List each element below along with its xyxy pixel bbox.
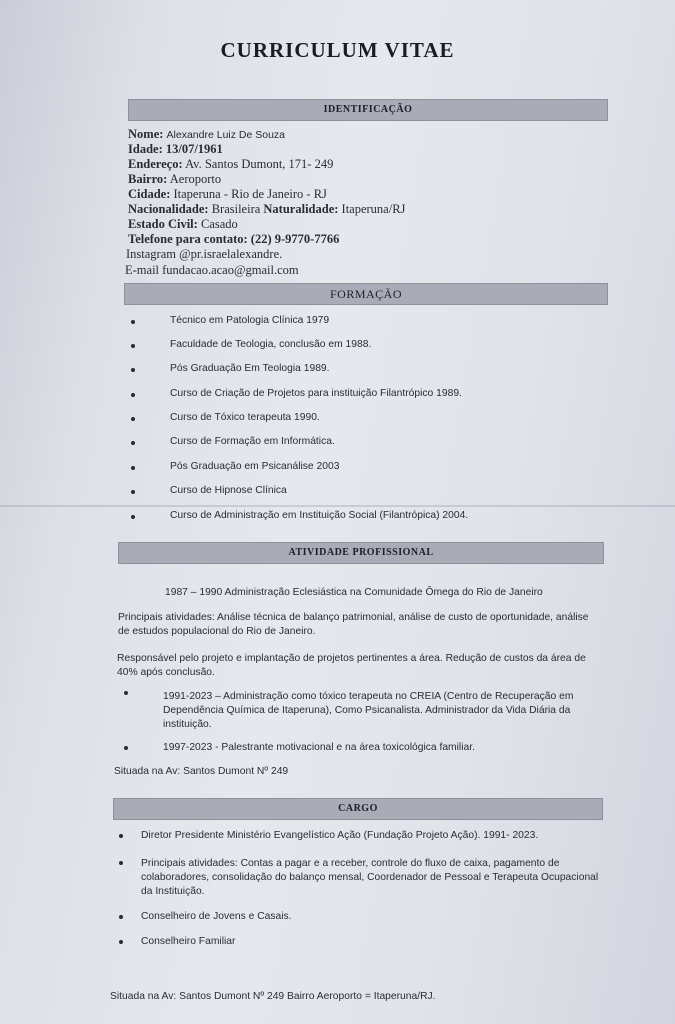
field-bairro-label: Bairro: [128,172,168,186]
formacao-item: Técnico em Patologia Clínica 1979 [170,315,330,326]
cargo-item-line: da Instituição. [141,886,205,897]
field-idade-label: Idade: [128,142,163,156]
field-nome-label: Nome: [128,127,164,141]
section-header-cargo: CARGO [113,798,603,820]
field-estado-civil-label: Estado Civil: [128,217,198,231]
field-endereco-value: Av. Santos Dumont, 171- 249 [185,157,334,171]
field-nome-value: Alexandre Luiz De Souza [166,129,286,141]
field-nome [128,127,285,142]
bullet-dot [131,344,135,348]
cargo-item-line: Principais atividades: Contas a pagar e a receber, controle do fluxo de caixa, pagamento de [141,858,560,869]
cargo-item: Diretor Presidente Ministério Evangelístico Ação (Fundação Projeto Ação). 1991- 2023. [141,830,539,841]
field-telefone-label: Telefone para contato: [128,232,248,246]
bullet-dot [131,466,135,470]
cargo-item-principais [141,857,651,899]
field-cidade [128,187,327,202]
document-title: CURRICULUM VITAE [220,38,455,62]
field-naturalidade-label: Naturalidade: [263,202,339,216]
formacao-item: Faculdade de Teologia, conclusão em 1988. [170,339,372,350]
paper-fold [0,505,675,507]
field-cidade-label: Cidade: [128,187,171,201]
atividade-principais [118,611,648,639]
cargo-item: Conselheiro Familiar [141,936,236,947]
bullet-dot [119,940,123,944]
field-cidade-value: Itaperuna - Rio de Janeiro - RJ [173,187,327,201]
atividade-responsavel-line: Responsável pelo projeto e implantação de projetos pertinentes a área. Redução de custos da área de [117,653,586,664]
bullet-dot [131,441,135,445]
bullet-dot [131,490,135,494]
field-nacionalidade [128,202,405,217]
atividade-situada: Situada na Av: Santos Dumont Nº 249 [114,766,289,777]
atividade-principais-line: Principais atividades: Análise técnica de balanço patrimonial, análise de custo de oportunidade, análise [118,612,589,623]
field-telefone [128,232,339,247]
atividade-principais-line: de estudos populacional do Rio de Janeiro. [118,626,316,637]
field-bairro-value: Aeroporto [169,172,222,186]
formacao-item: Curso de Formação em Informática. [170,436,335,447]
bullet-dot [131,368,135,372]
bullet-dot [124,746,128,750]
bullet-dot [119,915,123,919]
field-telefone-value: (22) 9-9770-7766 [250,232,340,246]
bullet-dot [124,691,128,695]
bullet-dot [131,417,135,421]
bullet-dot [119,834,123,838]
section-header-formacao: FORMAÇÃO [124,283,608,305]
field-email: E-mail fundacao.acao@gmail.com [125,263,299,277]
atividade-bullet-line: 1991-2023 – Administração como tóxico terapeuta no CREIA (Centro de Recuperação em [163,691,574,702]
atividade-bullet-line: instituição. [163,719,212,730]
field-idade-value: 13/07/1961 [165,142,223,156]
field-bairro [128,172,221,187]
formacao-item: Pós Graduação em Psicanálise 2003 [170,461,340,472]
formacao-item: Curso de Administração em Instituição Social (Filantrópica) 2004. [170,510,469,521]
cargo-item: Conselheiro de Jovens e Casais. [141,911,292,922]
atividade-bullet-line: Dependência Química de Itaperuna), Como Psicanalista. Administrador da Vida Diária da [163,705,571,716]
cargo-item-line: colaboradores, consolidação do balanço mensal, Coordenador de Pessoal e Terapeuta Ocupacional [141,872,599,883]
atividade-period: 1987 – 1990 Administração Eclesiástica na Comunidade Ômega do Rio de Janeiro [165,587,543,598]
footer-address: Situada na Av: Santos Dumont Nº 249 Bairro Aeroporto = Itaperuna/RJ. [110,991,436,1002]
atividade-responsavel [117,652,647,680]
bullet-dot [131,515,135,519]
field-estado-civil [128,217,238,232]
formacao-item: Pós Graduação Em Teologia 1989. [170,363,330,374]
field-nacionalidade-value: Brasileira [211,202,261,216]
formacao-item: Curso de Tóxico terapeuta 1990. [170,412,320,423]
field-naturalidade-value: Itaperuna/RJ [341,202,406,216]
field-estado-civil-value: Casado [200,217,238,231]
field-nacionalidade-label: Nacionalidade: [128,202,209,216]
section-header-atividade: ATIVIDADE PROFISSIONAL [118,542,604,564]
section-header-identificacao: IDENTIFICAÇÃO [128,99,608,121]
atividade-bullet-2: 1997-2023 - Palestrante motivacional e na área toxicológica familiar. [163,742,475,753]
field-instagram: Instagram @pr.israelalexandre. [126,247,283,261]
formacao-item: Curso de Criação de Projetos para instituição Filantrópico 1989. [170,388,462,399]
field-endereco-label: Endereço: [128,157,183,171]
field-idade [128,142,223,157]
atividade-responsavel-line: 40% após conclusão. [117,667,215,678]
bullet-dot [119,861,123,865]
formacao-item: Curso de Hipnose Clínica [170,485,287,496]
bullet-dot [131,320,135,324]
field-endereco [128,157,333,172]
bullet-dot [131,393,135,397]
atividade-bullet-1 [163,690,633,732]
